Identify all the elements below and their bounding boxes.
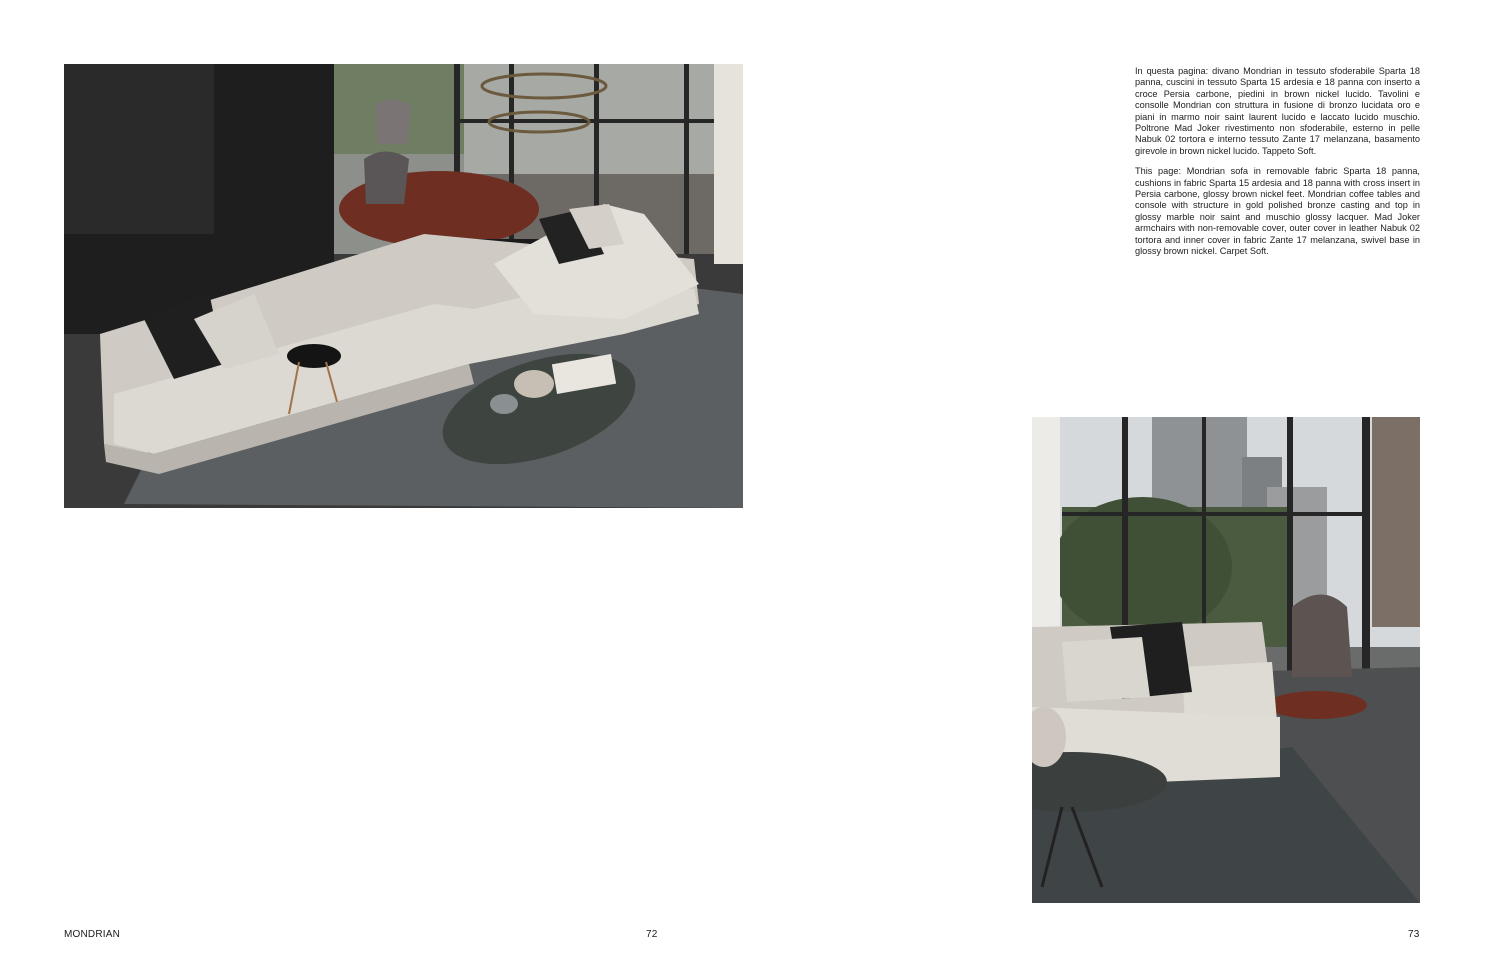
- product-caption: [1135, 66, 1420, 267]
- mondrian-sofa-living-room-photo: [64, 64, 743, 508]
- mondrian-sofa-window-view-photo: [1032, 417, 1420, 903]
- page-number-left: 72: [646, 929, 658, 940]
- footer-title: MONDRIAN: [64, 929, 121, 940]
- caption-english: This page: Mondrian sofa in removable fabric Sparta 18 panna, cushions in fabric Sparta 15 ardesia and 18 panna with cross insert in Persia carbone, glossy brown nickel feet. Mondrian coffee tables and console with structure in gold polished bronze casting and top in glossy marble noir saint and muschio glossy lacquer. Mad Joker armchairs with non-removable cover, outer cover in leather Nabuk 02 tortora and inner cover in fabric Zante 17 melanzana, swivel base in glossy brown nickel. Carpet Soft.: [1135, 166, 1420, 257]
- caption-italian: In questa pagina: divano Mondrian in tessuto sfoderabile Sparta 18 panna, cuscini in tessuto Sparta 15 ardesia e 18 panna con inserto a croce Persia carbone, piedini in brown nickel lucido. Tavolini e consolle Mondrian con struttura in fusione di bronzo lucidata oro e piani in marmo noir saint laurent lucido e laccato lucido muschio. Poltrone Mad Joker rivestimento non sfoderabile, esterno in pelle Nabuk 02 tortora e interno tessuto Zante 17 melanzana, basamento girevole in brown nickel lucido. Tappeto Soft.: [1135, 66, 1420, 156]
- page-number-right: 73: [1408, 929, 1420, 940]
